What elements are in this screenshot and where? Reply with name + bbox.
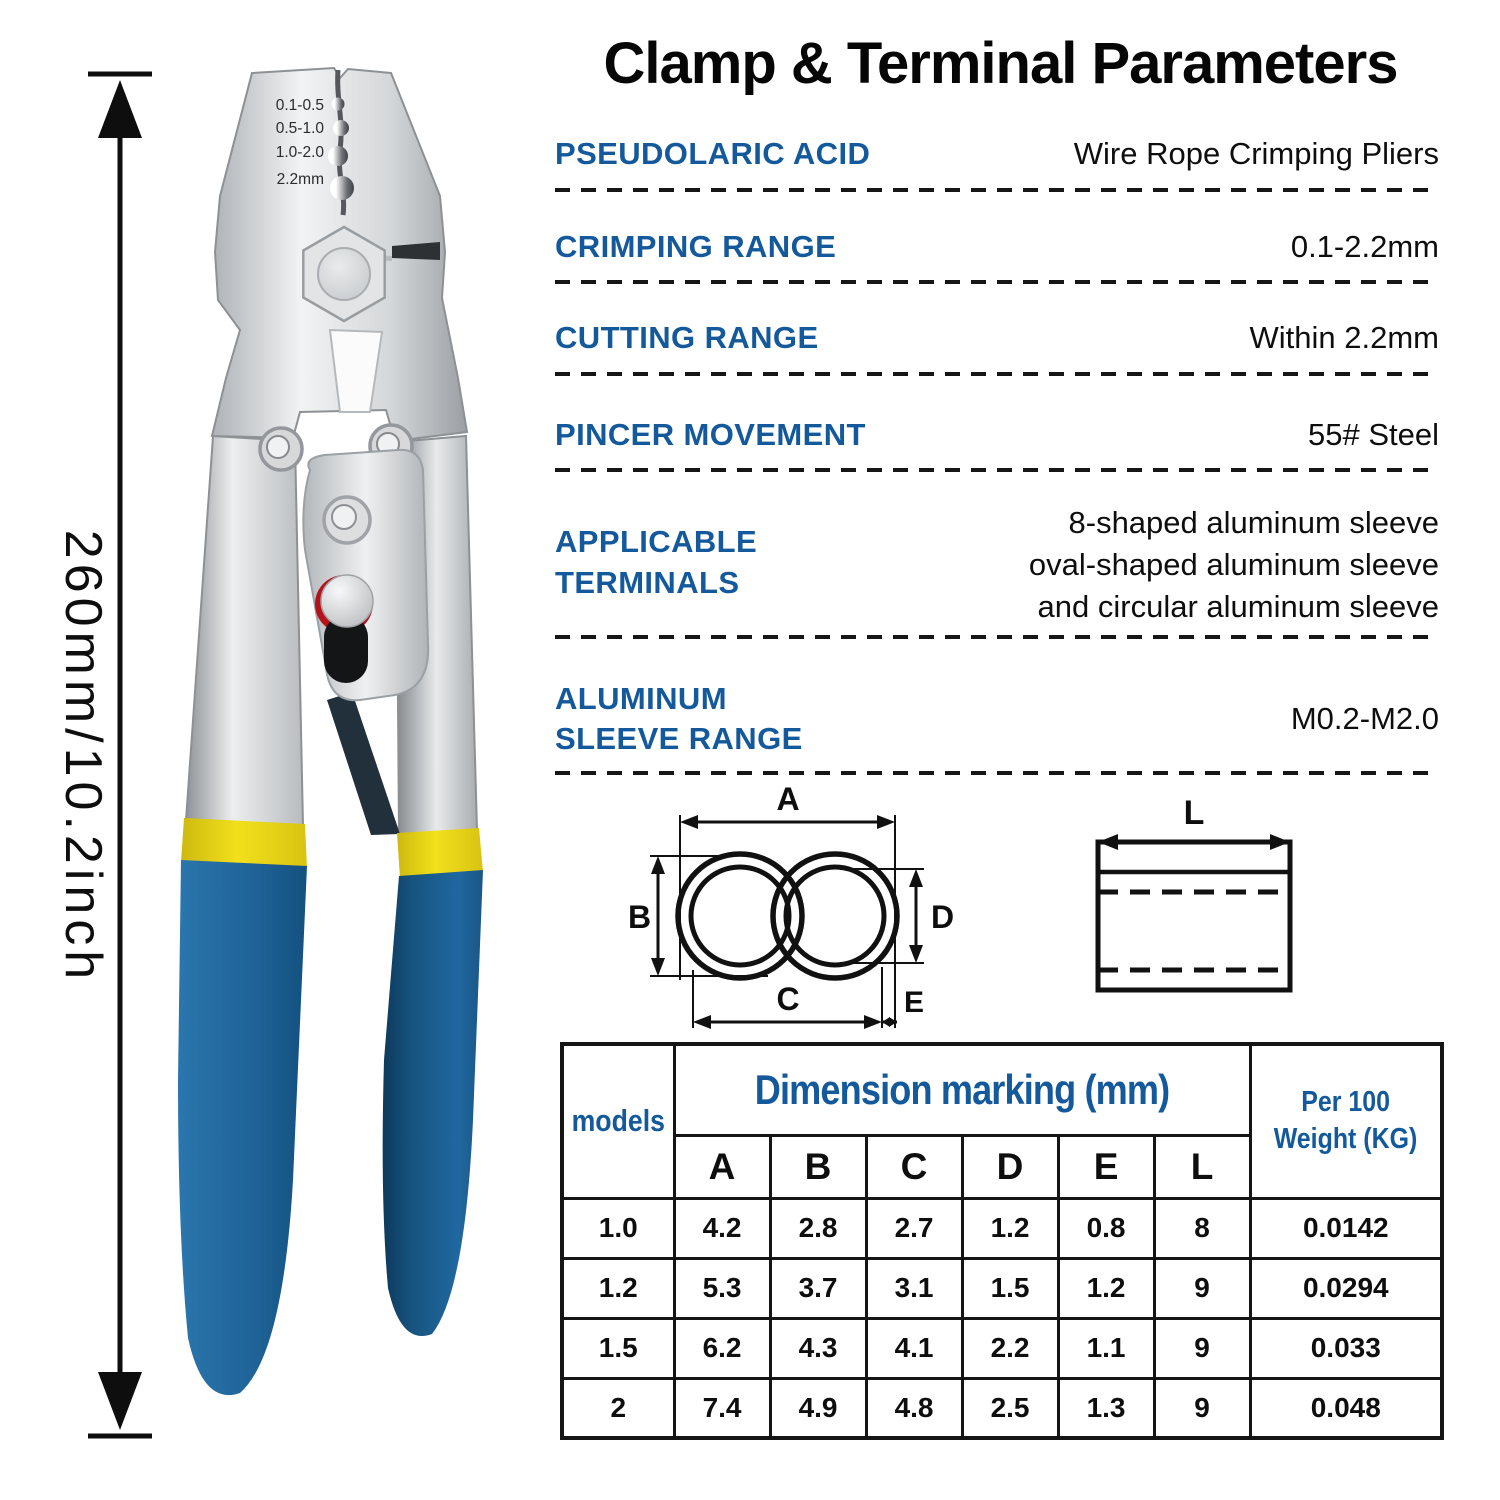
right-blue-grip: [383, 870, 483, 1336]
spec-value-applicable-terminals: [555, 502, 1439, 628]
table-header-models: models: [562, 1044, 674, 1198]
table-col-b: B: [770, 1135, 866, 1198]
handle-gap-shadow: [327, 692, 400, 835]
crimp-notch-2: [333, 120, 349, 136]
crimp-notch-4: [330, 176, 354, 200]
spec-label: CUTTING RANGE: [555, 320, 819, 355]
left-blue-grip: [178, 860, 307, 1395]
jaw-label-1: 0.1-0.5: [275, 97, 324, 114]
jaw-label-4: 2.2mm: [276, 171, 324, 188]
pliers-left-arm: [186, 436, 303, 826]
dim-label-c: C: [776, 981, 800, 1017]
right-yellow-band: [397, 828, 483, 878]
page-title: Clamp & Terminal Parameters: [603, 31, 1398, 96]
spec-label: CRIMPING RANGE: [555, 229, 837, 264]
table-col-l: L: [1154, 1135, 1250, 1198]
table-row: 1.5 6.2 4.3 4.1 2.2 1.1 9 0.033: [562, 1318, 1442, 1378]
dashed-divider: [555, 188, 1439, 192]
table-row: 1.2 5.3 3.7 3.1 1.5 1.2 9 0.0294: [562, 1258, 1442, 1318]
dim-label-d: D: [931, 899, 955, 935]
spec-label: PINCER MOVEMENT: [555, 417, 866, 452]
dim-label-e: E: [904, 986, 925, 1019]
left-yellow-band: [181, 818, 307, 868]
sleeve-length-diagram: [1082, 780, 1314, 1012]
jaw-label-2: 0.5-1.0: [275, 120, 324, 137]
table-col-e: E: [1058, 1135, 1154, 1198]
spec-value: 55# Steel: [1308, 417, 1439, 452]
dim-label-l: L: [1183, 794, 1205, 832]
table-row: 2 7.4 4.9 4.8 2.5 1.3 9 0.048: [562, 1378, 1442, 1438]
spec-value: 0.1-2.2mm: [1290, 229, 1439, 264]
table-header-dimension-marking: Dimension marking (mm): [674, 1044, 1250, 1135]
sleeve-cross-section-diagram: [628, 782, 968, 1034]
dashed-divider: [555, 635, 1439, 639]
crimp-notch-1: [332, 98, 345, 111]
spec-label: APPLICABLE TERMINALS: [555, 524, 758, 600]
dashed-divider: [555, 468, 1439, 472]
table-header-weight: Per 100 Weight (KG): [1250, 1044, 1442, 1198]
dimension-table: [560, 1042, 1444, 1440]
height-dimension-label: 260mm/10.2inch: [54, 529, 112, 985]
dim-label-b: B: [628, 899, 652, 935]
plate-rivet-pin: [332, 505, 356, 529]
dashed-divider: [555, 771, 1439, 775]
spec-value: Within 2.2mm: [1249, 320, 1439, 355]
jaw-label-3: 1.0-2.0: [275, 144, 324, 161]
spec-value: Wire Rope Crimping Pliers: [1073, 136, 1439, 171]
pivot-bolt-center: [318, 248, 370, 300]
table-row: 1.0 4.2 2.8 2.7 1.2 0.8 8 0.0142: [562, 1198, 1442, 1258]
dim-label-a: A: [776, 782, 800, 817]
left-rivet-pin: [267, 436, 289, 458]
pliers-illustration: [0, 0, 630, 1500]
dashed-divider: [555, 372, 1439, 376]
dashed-divider: [555, 280, 1439, 284]
table-col-a: A: [674, 1135, 770, 1198]
table-col-d: D: [962, 1135, 1058, 1198]
spec-label: PSEUDOLARIC ACID: [555, 136, 871, 171]
table-col-c: C: [866, 1135, 962, 1198]
spec-value: M0.2-M2.0: [1290, 701, 1439, 736]
crimp-notch-3: [328, 146, 348, 166]
spec-value: 8-shaped aluminum sleeve oval-shaped aluminum sleeve and circular aluminum sleeve: [1028, 505, 1439, 624]
spec-label: ALUMINUM SLEEVE RANGE: [555, 681, 803, 756]
lock-button: [321, 575, 373, 627]
